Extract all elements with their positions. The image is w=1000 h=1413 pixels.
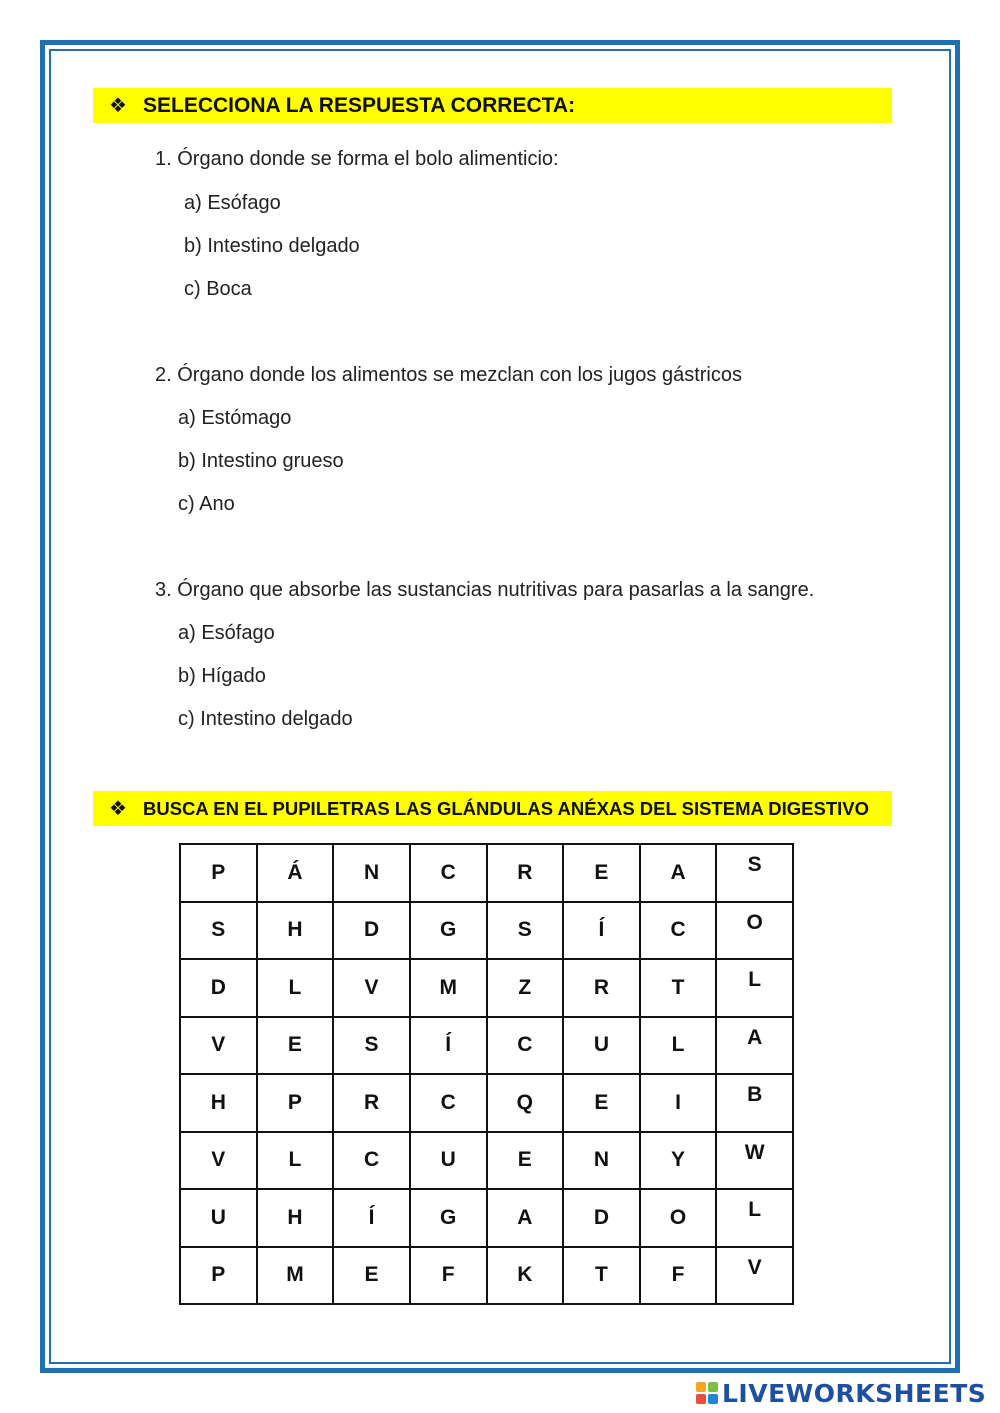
question-1-option-a[interactable]: a) Esófago xyxy=(184,192,281,214)
grid-row xyxy=(180,1132,793,1190)
diamond-bullet-icon: ❖ xyxy=(109,95,127,117)
grid-cell[interactable]: I xyxy=(640,1074,717,1132)
grid-cell[interactable]: N xyxy=(563,1132,640,1190)
grid-cell[interactable]: M xyxy=(257,1247,334,1305)
liveworksheets-logo-icon xyxy=(696,1382,718,1404)
diamond-bullet-icon: ❖ xyxy=(109,798,127,820)
grid-cell[interactable]: Q xyxy=(487,1074,564,1132)
question-3-option-b[interactable]: b) Hígado xyxy=(178,665,266,687)
grid-cell[interactable]: K xyxy=(487,1247,564,1305)
grid-row xyxy=(180,1017,793,1075)
grid-cell[interactable]: V xyxy=(180,1017,257,1075)
grid-cell[interactable]: O xyxy=(640,1189,717,1247)
question-2-option-b[interactable]: b) Intestino grueso xyxy=(178,450,344,472)
question-2-option-a[interactable]: a) Estómago xyxy=(178,407,292,429)
question-2-option-c[interactable]: c) Ano xyxy=(178,493,235,515)
grid-row xyxy=(180,1247,793,1305)
grid-cell[interactable]: B xyxy=(716,1074,793,1132)
grid-cell[interactable]: C xyxy=(410,844,487,902)
grid-row xyxy=(180,959,793,1017)
grid-cell[interactable]: P xyxy=(257,1074,334,1132)
grid-cell[interactable]: A xyxy=(487,1189,564,1247)
grid-cell[interactable]: U xyxy=(563,1017,640,1075)
grid-cell[interactable]: G xyxy=(410,902,487,960)
grid-cell[interactable]: T xyxy=(563,1247,640,1305)
grid-cell[interactable]: Í xyxy=(410,1017,487,1075)
section-header-select xyxy=(93,88,892,123)
question-1: 1. Órgano donde se forma el bolo alimenticio: xyxy=(155,148,559,170)
grid-cell[interactable]: S xyxy=(180,902,257,960)
grid-cell[interactable]: P xyxy=(180,1247,257,1305)
grid-cell[interactable]: S xyxy=(716,844,793,902)
grid-cell[interactable]: Í xyxy=(333,1189,410,1247)
grid-cell[interactable]: C xyxy=(410,1074,487,1132)
grid-cell[interactable]: U xyxy=(180,1189,257,1247)
grid-cell[interactable]: N xyxy=(333,844,410,902)
grid-cell[interactable]: H xyxy=(257,902,334,960)
grid-cell[interactable]: L xyxy=(716,1189,793,1247)
word-search-grid xyxy=(179,843,794,1305)
grid-row xyxy=(180,902,793,960)
grid-cell[interactable]: M xyxy=(410,959,487,1017)
grid-cell[interactable]: T xyxy=(640,959,717,1017)
question-3-option-a[interactable]: a) Esófago xyxy=(178,622,275,644)
grid-cell[interactable]: F xyxy=(410,1247,487,1305)
section-header-word-search xyxy=(93,791,892,826)
grid-cell[interactable]: V xyxy=(333,959,410,1017)
grid-row xyxy=(180,1074,793,1132)
question-3-option-c[interactable]: c) Intestino delgado xyxy=(178,708,353,730)
liveworksheets-logo[interactable] xyxy=(696,1378,986,1408)
grid-cell[interactable]: U xyxy=(410,1132,487,1190)
grid-cell[interactable]: S xyxy=(487,902,564,960)
grid-cell[interactable]: D xyxy=(563,1189,640,1247)
question-1-option-b[interactable]: b) Intestino delgado xyxy=(184,235,360,257)
grid-cell[interactable]: Í xyxy=(563,902,640,960)
grid-cell[interactable]: W xyxy=(716,1132,793,1190)
section-title: SELECCIONA LA RESPUESTA CORRECTA: xyxy=(143,93,576,117)
question-3: 3. Órgano que absorbe las sustancias nutritivas para pasarlas a la sangre. xyxy=(155,579,815,601)
grid-cell[interactable]: Z xyxy=(487,959,564,1017)
grid-cell[interactable]: S xyxy=(333,1017,410,1075)
grid-cell[interactable]: R xyxy=(487,844,564,902)
grid-cell[interactable]: C xyxy=(640,902,717,960)
grid-cell[interactable]: R xyxy=(333,1074,410,1132)
grid-cell[interactable]: R xyxy=(563,959,640,1017)
grid-cell[interactable]: G xyxy=(410,1189,487,1247)
grid-cell[interactable]: C xyxy=(487,1017,564,1075)
grid-cell[interactable]: O xyxy=(716,902,793,960)
grid-cell[interactable]: E xyxy=(487,1132,564,1190)
grid-cell[interactable]: E xyxy=(563,1074,640,1132)
grid-cell[interactable]: Y xyxy=(640,1132,717,1190)
grid-cell[interactable]: E xyxy=(563,844,640,902)
grid-row xyxy=(180,1189,793,1247)
grid-cell[interactable]: L xyxy=(257,1132,334,1190)
grid-cell[interactable]: A xyxy=(640,844,717,902)
grid-cell[interactable]: C xyxy=(333,1132,410,1190)
grid-cell[interactable]: A xyxy=(716,1017,793,1075)
grid-cell[interactable]: E xyxy=(333,1247,410,1305)
grid-cell[interactable]: V xyxy=(716,1247,793,1305)
grid-cell[interactable]: H xyxy=(257,1189,334,1247)
grid-cell[interactable]: Á xyxy=(257,844,334,902)
grid-cell[interactable]: L xyxy=(257,959,334,1017)
question-1-option-c[interactable]: c) Boca xyxy=(184,278,252,300)
section-title: BUSCA EN EL PUPILETRAS LAS GLÁNDULAS ANÉXAS DEL SISTEMA DIGESTIVO xyxy=(143,797,870,819)
grid-cell[interactable]: L xyxy=(640,1017,717,1075)
grid-cell[interactable]: F xyxy=(640,1247,717,1305)
grid-cell[interactable]: H xyxy=(180,1074,257,1132)
grid-cell[interactable]: V xyxy=(180,1132,257,1190)
grid-cell[interactable]: L xyxy=(716,959,793,1017)
grid-cell[interactable]: P xyxy=(180,844,257,902)
grid-cell[interactable]: E xyxy=(257,1017,334,1075)
question-2: 2. Órgano donde los alimentos se mezclan con los jugos gástricos xyxy=(155,364,742,386)
grid-row xyxy=(180,844,793,902)
grid-cell[interactable]: D xyxy=(333,902,410,960)
liveworksheets-brand-text: LIVEWORKSHEETS xyxy=(722,1378,987,1408)
grid-cell[interactable]: D xyxy=(180,959,257,1017)
